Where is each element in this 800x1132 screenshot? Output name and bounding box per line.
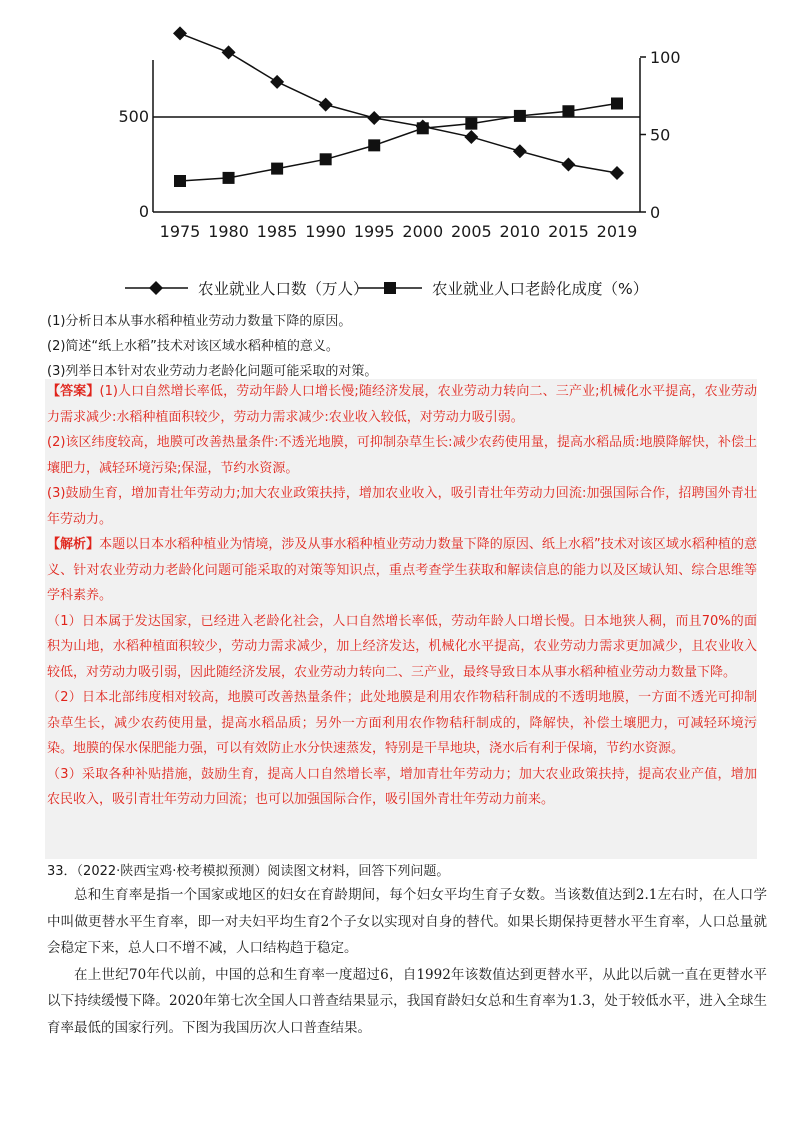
question-33-passage bbox=[47, 882, 767, 1041]
x-tick-label: 2000 bbox=[402, 222, 444, 241]
answer-para-3: (3)鼓励生育，增加青壮年劳动力;加大农业政策扶持，增加农业收入，吸引青壮年劳动力回流:加强国际合作，招聘国外青壮年劳动力。 bbox=[47, 486, 757, 527]
diamond-marker bbox=[464, 130, 478, 144]
square-marker bbox=[514, 110, 526, 122]
x-tick-labels bbox=[160, 222, 638, 241]
passage-para-1: 总和生育率是指一个国家或地区的妇女在育龄期间，每个妇女平均生育子女数。当该数值达到2.1左右时，在人口学中叫做更替水平生育率，即一对夫妇平均生育2个子女以实现对自身的替代。如果长期保持更替水平生育率，人口总量就会稳定下来，总人口不增不减，人口结构趋于稳定。 bbox=[47, 887, 767, 956]
right-tick-label: 100 bbox=[650, 48, 681, 67]
line-chart bbox=[0, 0, 800, 310]
diamond-marker bbox=[270, 75, 284, 89]
diamond-marker bbox=[561, 158, 575, 172]
series-markers bbox=[173, 26, 624, 187]
square-marker bbox=[417, 122, 429, 134]
square-marker bbox=[223, 172, 235, 184]
x-tick-label: 2019 bbox=[596, 222, 638, 241]
square-marker bbox=[465, 118, 477, 130]
x-tick-label: 2010 bbox=[499, 222, 541, 241]
analysis-para-0: 【解析】本题以日本水稻种植业为情境，涉及从事水稻种植业劳动力数量下降的原因、纸上水稻”技术对该区域水稻种植的意义、针对农业劳动力老龄化问题可能采取的对策等知识点，重点考查学生获取和解读信息的能力以及区域认知、综合思维等学科素养。 bbox=[47, 537, 757, 603]
analysis-tag: 【解析】 bbox=[47, 537, 100, 552]
x-tick-label: 2005 bbox=[450, 222, 492, 241]
right-tick-label: 0 bbox=[650, 203, 661, 222]
x-tick-label: 1985 bbox=[256, 222, 298, 241]
square-marker bbox=[271, 163, 283, 175]
diamond-marker bbox=[367, 111, 381, 125]
legend-diamond-marker bbox=[149, 281, 163, 295]
x-tick-label: 2015 bbox=[548, 222, 589, 241]
legend-square-marker bbox=[384, 282, 396, 294]
square-marker bbox=[320, 153, 332, 165]
passage-para-2: 在上世纪70年代以前，中国的总和生育率一度超过6，自1992年该数值达到更替水平，从此以后就一直在更替水平以下持续缓慢下降。2020年第七次全国人口普查结果显示，我国育龄妇女总和生育率为1.3，处于较低水平，进入全球生育率最低的国家行列。下图为我国历次人口普查结果。 bbox=[47, 966, 767, 1036]
square-marker bbox=[611, 98, 623, 110]
square-marker bbox=[562, 105, 574, 117]
legend-label: 农业就业人口数（万人） bbox=[198, 280, 369, 298]
x-tick-label: 1990 bbox=[305, 222, 347, 241]
legend-label: 农业就业人口老龄化成度（%） bbox=[432, 280, 649, 298]
diamond-marker bbox=[319, 98, 333, 112]
answer-analysis-box bbox=[45, 379, 757, 859]
chart-axes bbox=[118, 48, 680, 222]
diamond-marker bbox=[173, 26, 187, 40]
right-tick-label: 50 bbox=[650, 125, 671, 145]
question-3: (3)列举日本针对农业劳动力老龄化问题可能采取的对策。 bbox=[47, 364, 378, 379]
answer-para-1: 【答案】(1)人口自然增长率低，劳动年龄人口增长慢;随经济发展，农业劳动力转向二、三产业;机械化水平提高，农业劳动力需求减少:水稻种植面积较少，劳动力需求减少:农业收入较低，对劳动力吸引弱。 bbox=[47, 384, 757, 425]
question-list bbox=[47, 309, 767, 384]
square-marker bbox=[174, 175, 186, 187]
x-tick-label: 1980 bbox=[208, 222, 249, 241]
left-tick-label: 500 bbox=[118, 107, 149, 126]
analysis-para-1: （1）日本属于发达国家，已经进入老龄化社会，人口自然增长率低，劳动年龄人口增长慢。日本地狭人稠，而且70%的面积为山地，水稻种植面积较少，劳动力需求减少，加上经济发达，机械化水平提高，农业劳动力需求更加减少，且农业收入较低，对劳动力吸引弱，因此随经济发展，农业劳动力转向二、三产业，最终导致日本从事水稻种植业劳动力数量下降。 bbox=[47, 613, 757, 680]
diamond-marker bbox=[610, 166, 624, 180]
series-line bbox=[180, 33, 617, 173]
analysis-para-2: （2）日本北部纬度相对较高，地膜可改善热量条件；此处地膜是利用农作物秸秆制成的不透明地膜，一方面不透光可抑制杂草生长，减少农药使用量，提高水稻品质；另外一方面利用农作物秸秆制成的，降解快，补偿土壤肥力，可减轻环境污染。地膜的保水保肥能力强，可以有效防止水分快速蒸发，特别是干旱地块，浇水后有利于保墒，节约水资源。 bbox=[47, 690, 757, 756]
answer-tag: 【答案】 bbox=[47, 384, 100, 399]
x-tick-label: 1995 bbox=[353, 222, 395, 241]
series-line bbox=[180, 104, 617, 182]
square-marker bbox=[368, 139, 380, 151]
series-lines bbox=[180, 33, 617, 181]
question-1: (1)分析日本从事水稻种植业劳动力数量下降的原因。 bbox=[47, 314, 352, 329]
answer-para-2: (2)该区纬度较高，地膜可改善热量条件:不透光地膜，可抑制杂草生长:减少农药使用量，提高水稻品质:地膜降解快，补偿土壤肥力，减轻环境污染;保湿，节约水资源。 bbox=[47, 435, 757, 476]
diamond-marker bbox=[222, 45, 236, 59]
diamond-marker bbox=[513, 144, 527, 158]
question-33-heading: 33．（2022·陕西宝鸡·校考模拟预测）阅读图文材料，回答下列问题。 bbox=[47, 864, 450, 879]
x-tick-label: 1975 bbox=[159, 222, 201, 241]
question-2: (2)简述“纸上水稻”技术对该区域水稻种植的意义。 bbox=[47, 339, 339, 354]
analysis-para-3: （3）采取各种补贴措施，鼓励生育，提高人口自然增长率，增加青壮年劳动力；加大农业政策扶持，提高农业产值，增加农民收入，吸引青壮年劳动力回流；也可以加强国际合作，吸引国外青壮年劳动力前来。 bbox=[47, 766, 757, 807]
left-tick-label: 0 bbox=[138, 202, 149, 221]
chart-legend bbox=[125, 280, 648, 298]
